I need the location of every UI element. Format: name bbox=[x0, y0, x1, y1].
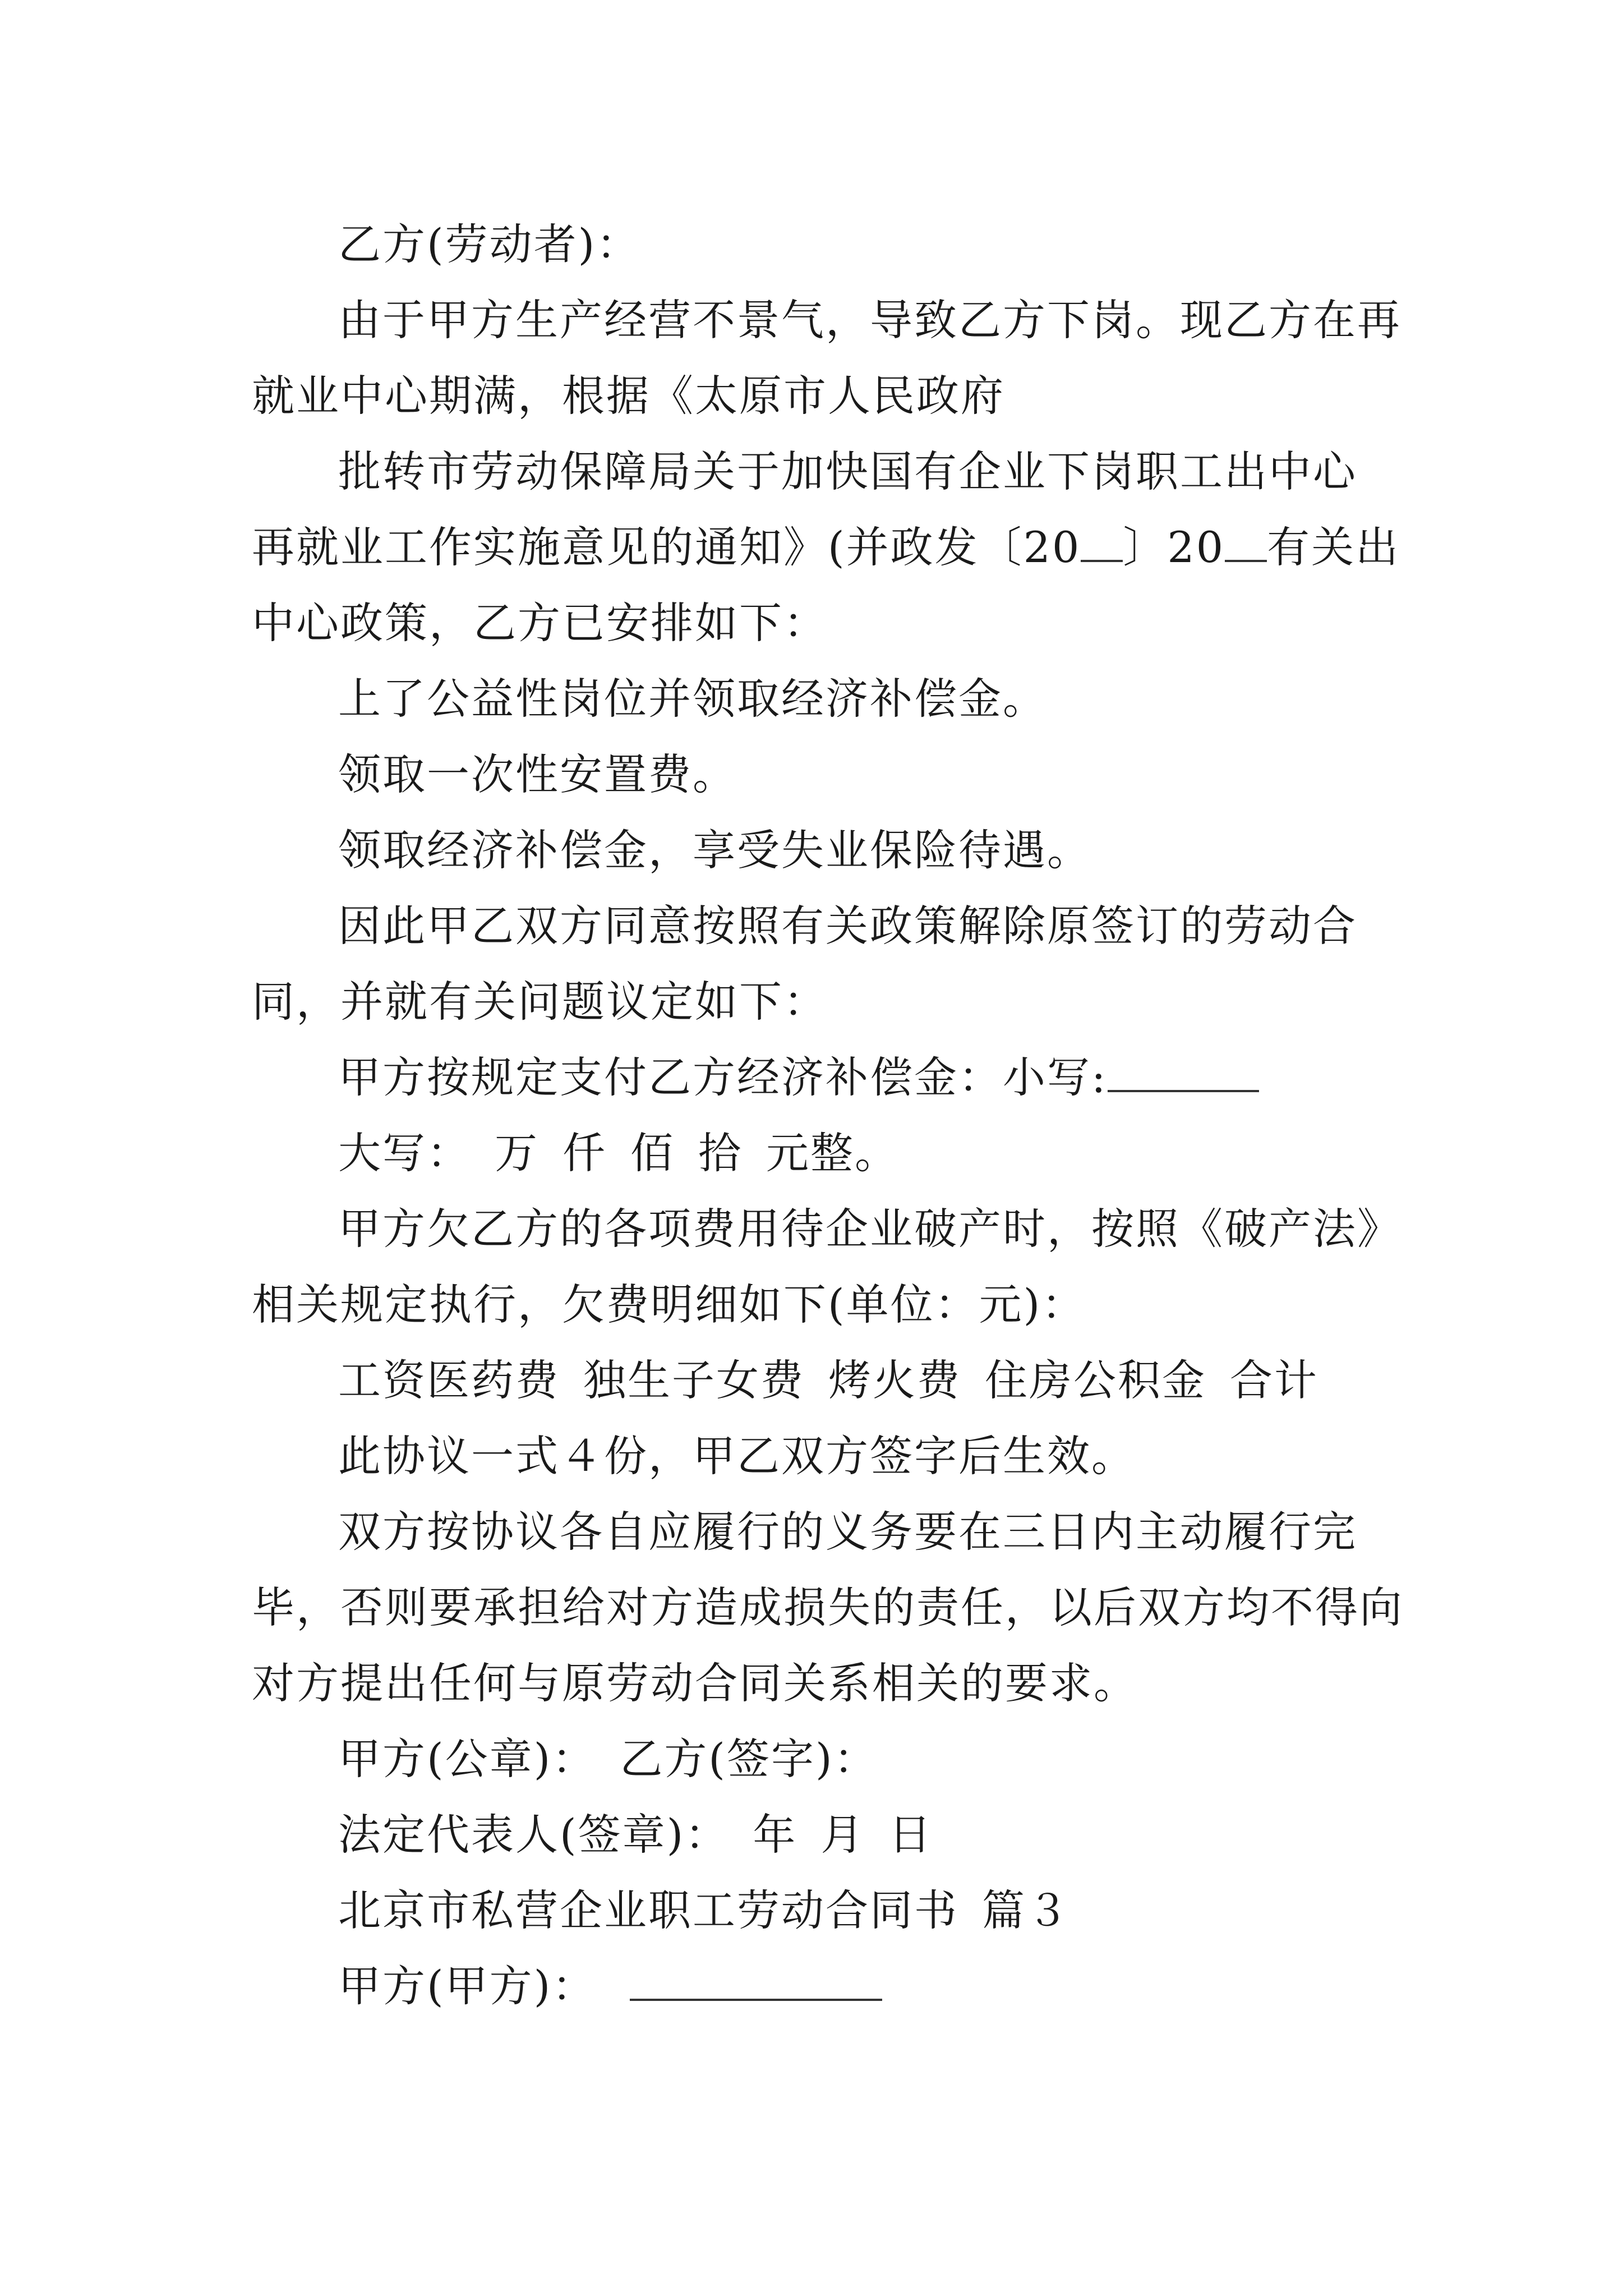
notice-text-2c: 有关出 bbox=[1267, 522, 1400, 572]
agree-text-1: 因此甲乙双方同意按照有关政策解除原签订的劳动合 bbox=[338, 901, 1357, 951]
pay-big-label: 大写： bbox=[338, 1128, 471, 1178]
debt-item: 住房公积金 bbox=[985, 1355, 1206, 1405]
next-title-text: 北京市私营企业职工劳动合同书 bbox=[338, 1885, 958, 1935]
debt-line-1 bbox=[252, 1191, 1401, 1267]
option-line-1 bbox=[252, 661, 1379, 737]
agree-line-1 bbox=[252, 888, 1379, 964]
next-section-title bbox=[252, 1872, 1379, 1948]
notice-text-2b: 〕20 bbox=[1123, 522, 1225, 572]
next-party-a-label: 甲方(甲方)： bbox=[338, 1961, 597, 2011]
duty-line-2 bbox=[252, 1570, 1404, 1645]
intro-text-1: 由于甲方生产经营不景气，导致乙方下岗。现乙方在再 bbox=[338, 295, 1401, 345]
party-a-blank bbox=[630, 1959, 882, 2001]
date-month: 月 bbox=[820, 1810, 865, 1860]
pay-big-line bbox=[252, 1115, 1379, 1191]
duty-text-2: 毕，否则要承担给对方造成损失的责任，以后双方均不得向 bbox=[252, 1582, 1404, 1632]
duty-line-3 bbox=[252, 1645, 1379, 1721]
unit-yuan: 元整。 bbox=[766, 1128, 899, 1178]
debt-item: 独生子女费 bbox=[583, 1355, 805, 1405]
notice-line-3 bbox=[252, 585, 1379, 661]
date-year: 年 bbox=[753, 1810, 797, 1860]
debt-text-2: 相关规定执行，欠费明细如下(单位：元)： bbox=[252, 1280, 1086, 1329]
sign-a-label: 甲方(公章)： bbox=[338, 1734, 597, 1784]
debt-item: 工资医药费 bbox=[338, 1355, 560, 1405]
debt-items-line bbox=[252, 1342, 1379, 1418]
copies-text: 此协议一式４份，甲乙双方签字后生效。 bbox=[338, 1431, 1136, 1481]
duty-text-3: 对方提出任何与原劳动合同关系相关的要求。 bbox=[252, 1658, 1138, 1708]
legal-rep-line bbox=[252, 1797, 1379, 1872]
option-text-1: 上了公益性岗位并领取经济补偿金。 bbox=[338, 674, 1047, 724]
debt-item-total: 合计 bbox=[1230, 1355, 1318, 1405]
unit-shi: 拾 bbox=[698, 1128, 743, 1178]
next-part-text: 篇３ bbox=[982, 1885, 1071, 1935]
unit-wan: 万 bbox=[495, 1128, 539, 1178]
unit-bai: 佰 bbox=[630, 1128, 675, 1178]
debt-item: 烤火费 bbox=[828, 1355, 961, 1405]
debt-text-1: 甲方欠乙方的各项费用待企业破产时，按照《破产法》 bbox=[338, 1204, 1401, 1254]
intro-text-2: 就业中心期满，根据《太原市人民政府 bbox=[252, 371, 1005, 421]
sign-b-label: 乙方(签字)： bbox=[620, 1734, 878, 1784]
year-blank-2 bbox=[1225, 521, 1267, 562]
agree-line-2 bbox=[252, 964, 1379, 1039]
agree-text-2: 同，并就有关问题议定如下： bbox=[252, 977, 828, 1027]
option-line-2 bbox=[252, 737, 1379, 812]
intro-line-1 bbox=[252, 282, 1401, 358]
pay-small-line bbox=[252, 1039, 1379, 1115]
document-body bbox=[252, 206, 1404, 2024]
option-text-2: 领取一次性安置费。 bbox=[338, 749, 737, 799]
intro-line-2 bbox=[252, 358, 1379, 434]
notice-text-1: 批转市劳动保障局关于加快国有企业下岗职工出中心 bbox=[338, 447, 1357, 496]
option-line-3 bbox=[252, 812, 1379, 888]
option-text-3: 领取经济补偿金，享受失业保险待遇。 bbox=[338, 825, 1091, 875]
date-day: 日 bbox=[888, 1810, 933, 1860]
pay-small-text: 甲方按规定支付乙方经济补偿金：小写: bbox=[338, 1052, 1108, 1102]
notice-text-3: 中心政策，乙方已安排如下： bbox=[252, 598, 828, 648]
duty-text-1: 双方按协议各自应履行的义务要在三日内主动履行完 bbox=[338, 1507, 1357, 1557]
year-blank-1 bbox=[1081, 521, 1123, 562]
signature-line bbox=[252, 1721, 1379, 1797]
debt-line-2 bbox=[252, 1267, 1379, 1342]
legal-rep-label: 法定代表人(签章)： bbox=[338, 1810, 730, 1860]
duty-line-1 bbox=[252, 1494, 1379, 1570]
notice-line-1 bbox=[252, 434, 1379, 509]
party-b-text: 乙方(劳动者)： bbox=[338, 219, 641, 269]
next-party-a-line bbox=[252, 1948, 1379, 2024]
copies-line bbox=[252, 1418, 1379, 1494]
unit-qian: 仟 bbox=[562, 1128, 607, 1178]
party-b-line bbox=[252, 206, 1379, 282]
notice-text-2a: 再就业工作实施意见的通知》(并政发〔20 bbox=[252, 522, 1081, 572]
notice-line-2 bbox=[252, 509, 1400, 585]
amount-small-blank bbox=[1108, 1051, 1259, 1092]
